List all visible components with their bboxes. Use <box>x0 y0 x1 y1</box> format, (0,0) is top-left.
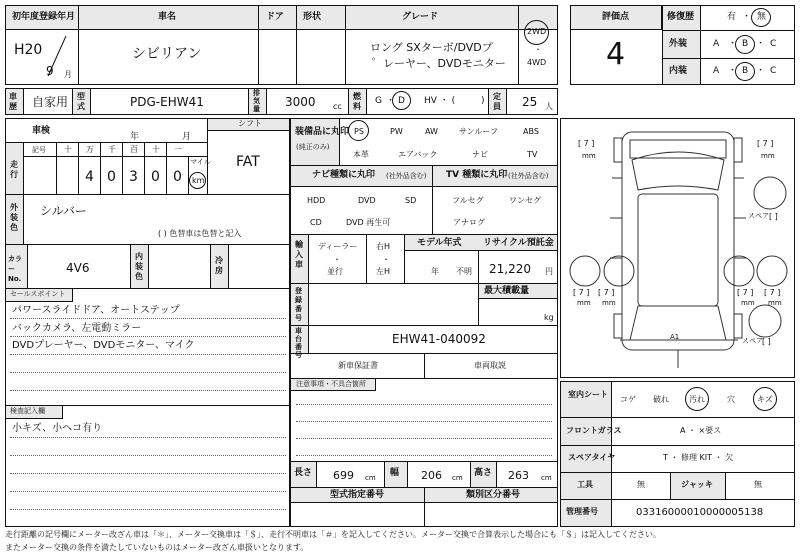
equipment-pw: PW <box>390 127 403 136</box>
spare-upper-bracket: [ ] <box>769 212 778 221</box>
tv-sub: (社外品含む) <box>508 172 549 180</box>
digit-header: 百 <box>130 145 138 154</box>
spare-tire-options: T ・ 修理 KIT ・ 欠 <box>663 453 734 462</box>
inspection-month: 月 <box>182 132 192 142</box>
color-label: 外装色 <box>10 203 18 232</box>
model-value: PDG-EHW41 <box>130 95 204 109</box>
interior-b: B <box>742 66 749 76</box>
inspector-label: 検査記入欄 <box>10 407 45 415</box>
interior-dot1: ・ <box>728 66 738 76</box>
mileage-digit: 3 <box>129 169 138 185</box>
tv-oneseg: ワンセグ <box>509 196 541 205</box>
digit-header: 十 <box>152 145 160 154</box>
mileage-digit: 0 <box>173 169 182 185</box>
jack-label: ジャッキ <box>681 480 713 489</box>
tire-rl1-bracket: [ 7 ] <box>573 288 590 297</box>
color-value: シルバー <box>40 204 87 218</box>
sheet-scratch: キズ <box>757 395 773 404</box>
sheet-hole: 穴 <box>727 395 735 404</box>
repair-no-circle <box>751 8 771 27</box>
navi-hdd: HDD <box>307 196 326 205</box>
sales-point-label: セールスポイント <box>10 290 66 298</box>
footer-line2: またメーター交換の条件を満たしていないものはメーター改ざん車扱いとなります。 <box>5 543 309 552</box>
exterior-c: C <box>770 39 777 49</box>
shift-value: FAT <box>236 154 260 170</box>
tools-label: 工具 <box>577 480 593 489</box>
inspector-text: 小キズ、小ヘコ有り <box>12 423 103 434</box>
tools-value: 無 <box>637 480 645 489</box>
sheet-stain: 汚れ <box>689 395 705 404</box>
equipment-sub: (純正のみ) <box>296 143 330 151</box>
repair-option-yes: 有 <box>727 12 737 22</box>
equipment-tv: TV <box>527 150 538 159</box>
navi-dvd-play: DVD 再生可 <box>346 218 391 227</box>
chassis-label: 車台番号 <box>295 327 302 359</box>
cooler-label: 冷房 <box>215 256 223 275</box>
import-dot1: ・ <box>333 255 341 264</box>
first-reg-month: 9 <box>46 64 54 78</box>
manual-label: 車両取説 <box>474 361 506 370</box>
length-label: 長さ <box>294 468 313 478</box>
sheet-scratch-circle <box>753 387 777 411</box>
width-label: 幅 <box>390 468 400 478</box>
fuel-label: 燃料 <box>353 92 361 111</box>
equipment-leather: 本革 <box>353 150 369 159</box>
control-value: 03316000010000005138 <box>636 507 764 518</box>
interior-a: A <box>713 66 720 76</box>
first-reg-era: H20 <box>14 42 43 58</box>
recycle-yen: 円 <box>545 267 553 276</box>
tire-rl2-mm: mm <box>602 299 616 307</box>
sales-point-line1: パワースライドドア、オートステップ <box>12 305 180 316</box>
navi-cd: CD <box>310 218 322 227</box>
shift-label: シフト <box>238 119 262 128</box>
interior-c: C <box>770 66 777 76</box>
mileage-digit: 0 <box>151 169 160 185</box>
mileage-km: km <box>192 176 205 185</box>
fuel-g: G <box>375 96 382 106</box>
cc-unit: cc <box>333 102 342 111</box>
spare-upper-label: スペア <box>748 212 769 220</box>
shape-label: 形状 <box>303 12 322 22</box>
digit-header: 千 <box>108 145 116 154</box>
ps-circle <box>348 120 369 141</box>
class-label: 類別区分番号 <box>466 490 521 500</box>
import-dealer: ディーラー <box>318 242 358 251</box>
capacity-value: 25 <box>522 95 538 109</box>
import-parallel: 並行 <box>327 267 343 276</box>
tire-fr-mm: mm <box>761 152 775 160</box>
mileage-digit: 0 <box>107 169 116 185</box>
drive-dot: ・ <box>534 45 542 54</box>
mileage-digit: 4 <box>85 169 94 185</box>
model-label: 型式 <box>77 92 85 111</box>
sales-point-line2: バックカメラ、左電動ミラー <box>12 323 142 334</box>
navi-sub: (社外品含む) <box>386 172 427 180</box>
exterior-label: 外装 <box>669 39 688 49</box>
color-no-value: 4V6 <box>66 261 90 275</box>
drive-2wd: 2WD <box>527 27 547 36</box>
footer-line1: 走行距離の記号欄にメーター改ざん車は「＊」、メーター交換車は「＄」、走行不明車は「＃」を記入してください。メーター交換で合算表示した場合にも「＄」は記入してください。 <box>5 530 661 539</box>
color-no-label: カラーNo. <box>8 255 22 283</box>
spare-tire-label: スペアタイヤ <box>568 453 616 462</box>
grade-line2: ゜レーヤー、DVDモニター <box>372 57 506 70</box>
tv-fullseg: フルセグ <box>452 196 484 205</box>
car-name: シビリアン <box>132 46 202 62</box>
sales-point-line3: DVDプレーヤー、DVDモニター、マイク <box>12 340 195 351</box>
score-label: 評価点 <box>602 12 630 22</box>
exterior-a: A <box>713 39 720 49</box>
fuel-dot: ・ <box>386 96 396 106</box>
door-label: ドア <box>266 12 284 22</box>
usage-value: 自家用 <box>32 95 69 109</box>
tire-rr1-bracket: [ 7 ] <box>737 288 754 297</box>
capacity-label: 定員 <box>493 92 501 111</box>
displacement-label: 排気量 <box>253 89 260 113</box>
diagram-a1: A1 <box>670 333 680 341</box>
tire-fr-bracket: [ 7 ] <box>757 139 774 148</box>
first-reg-label: 初年度登録年月 <box>12 12 76 22</box>
color-note: ( ) 色替車は色替と記入 <box>158 229 242 238</box>
model-year-unknown: 不明 <box>456 267 472 276</box>
registration-label: 登録番号 <box>295 287 302 322</box>
exterior-dot1: ・ <box>728 39 738 49</box>
sheet-stain-circle <box>685 387 709 411</box>
equipment-sunroof: サンルーフ <box>459 127 498 136</box>
exterior-b-circle <box>735 35 755 54</box>
tv-label: TV 種類に丸印 <box>446 170 508 180</box>
repair-option-no: 無 <box>757 12 767 22</box>
width-value: 206 <box>421 469 442 482</box>
model-year-unit: 年 <box>431 267 439 276</box>
interior-sheet-label: 室内シート <box>568 390 608 399</box>
month-unit: 月 <box>64 70 72 79</box>
equipment-navi: ナビ <box>472 150 488 159</box>
interior-b-circle <box>735 62 755 81</box>
interior-color-label: 内装色 <box>135 252 143 281</box>
notes-label: 注意事項・不具合箇所 <box>296 380 366 388</box>
drive-4wd: 4WD <box>527 58 547 67</box>
import-label: 輸入車 <box>295 240 303 269</box>
navi-sd: SD <box>405 196 417 205</box>
grade-line1: ロング SXターボ/DVDプ <box>370 41 493 54</box>
tire-rr1-mm: mm <box>741 299 755 307</box>
height-label: 高さ <box>474 468 493 478</box>
import-left: 左H <box>376 267 391 276</box>
grade-label: グレード <box>402 12 439 22</box>
mileage-mile: マイル <box>190 158 211 166</box>
height-value: 263 <box>508 469 529 482</box>
length-value: 699 <box>333 469 354 482</box>
fuel-hv: HV ・ ( <box>424 96 456 106</box>
inspection-label: 車検 <box>32 126 51 136</box>
exterior-dot2: ・ <box>756 39 766 49</box>
load-label: 最大積載量 <box>484 286 530 296</box>
tv-analog: アナログ <box>453 218 485 227</box>
tire-rl1-mm: mm <box>577 299 591 307</box>
mileage-label: 走行 <box>10 160 18 179</box>
type-label: 型式指定番号 <box>330 490 385 500</box>
tire-fl-bracket: [ 7 ] <box>578 139 595 148</box>
exterior-b: B <box>742 39 749 49</box>
score-value: 4 <box>606 37 626 72</box>
height-unit: cm <box>541 474 552 482</box>
car-name-label: 車名 <box>158 12 177 22</box>
width-unit: cm <box>452 474 463 482</box>
equipment-ps: PS <box>354 127 364 136</box>
sheet-burn: コゲ <box>620 395 636 404</box>
navi-label: ナビ種類に丸印 <box>312 170 376 180</box>
capacity-unit: 人 <box>545 102 553 111</box>
usage-label: 車歴 <box>9 92 17 111</box>
recycle-label: リサイクル預託金 <box>483 238 554 248</box>
load-unit: kg <box>544 313 554 322</box>
fuel-d: D <box>398 96 405 106</box>
windshield-options: A ・ ×要ス <box>680 426 722 435</box>
digit-header: 万 <box>86 145 94 154</box>
fuel-close: ) <box>481 96 485 106</box>
length-unit: cm <box>365 474 376 482</box>
interior-dot2: ・ <box>756 66 766 76</box>
windshield-label: フロントガラス <box>566 426 622 435</box>
km-circle <box>189 172 206 189</box>
control-label: 管理番号 <box>566 507 598 516</box>
jack-value: 無 <box>754 480 762 489</box>
tire-fl-mm: mm <box>582 152 596 160</box>
navi-dvd: DVD <box>358 196 376 205</box>
sheet-tear: 破れ <box>653 395 669 404</box>
chassis-value: EHW41-040092 <box>392 332 486 346</box>
tire-rr2-mm: mm <box>768 299 782 307</box>
spare-lower-label: スペア <box>742 337 763 345</box>
import-dot2: ・ <box>382 255 390 264</box>
fuel-d-circle <box>392 91 411 110</box>
spare-lower-bracket: [ ] <box>762 337 771 346</box>
digit-header: 十 <box>64 145 72 154</box>
tire-rl2-bracket: [ 7 ] <box>598 288 615 297</box>
interior-label: 内装 <box>669 66 688 76</box>
equipment-aw: AW <box>425 127 438 136</box>
digit-header: 一 <box>174 145 182 154</box>
model-year-label: モデル年式 <box>417 238 462 248</box>
mileage-sub-label: 記号 <box>32 146 46 154</box>
recycle-value: 21,220 <box>489 262 531 276</box>
equipment-label: 装備品に丸印 <box>295 127 350 137</box>
repair-option-dot: ・ <box>742 12 752 22</box>
displacement-value: 3000 <box>285 95 316 109</box>
equipment-airbag: エアバック <box>398 150 438 159</box>
inspection-year: 年 <box>130 132 140 142</box>
import-right: 右H <box>376 242 391 251</box>
equipment-abs: ABS <box>523 127 539 136</box>
tire-rr2-bracket: [ 7 ] <box>764 288 781 297</box>
warranty-label: 新車保証書 <box>338 361 378 370</box>
repair-label: 修復歴 <box>667 12 695 22</box>
